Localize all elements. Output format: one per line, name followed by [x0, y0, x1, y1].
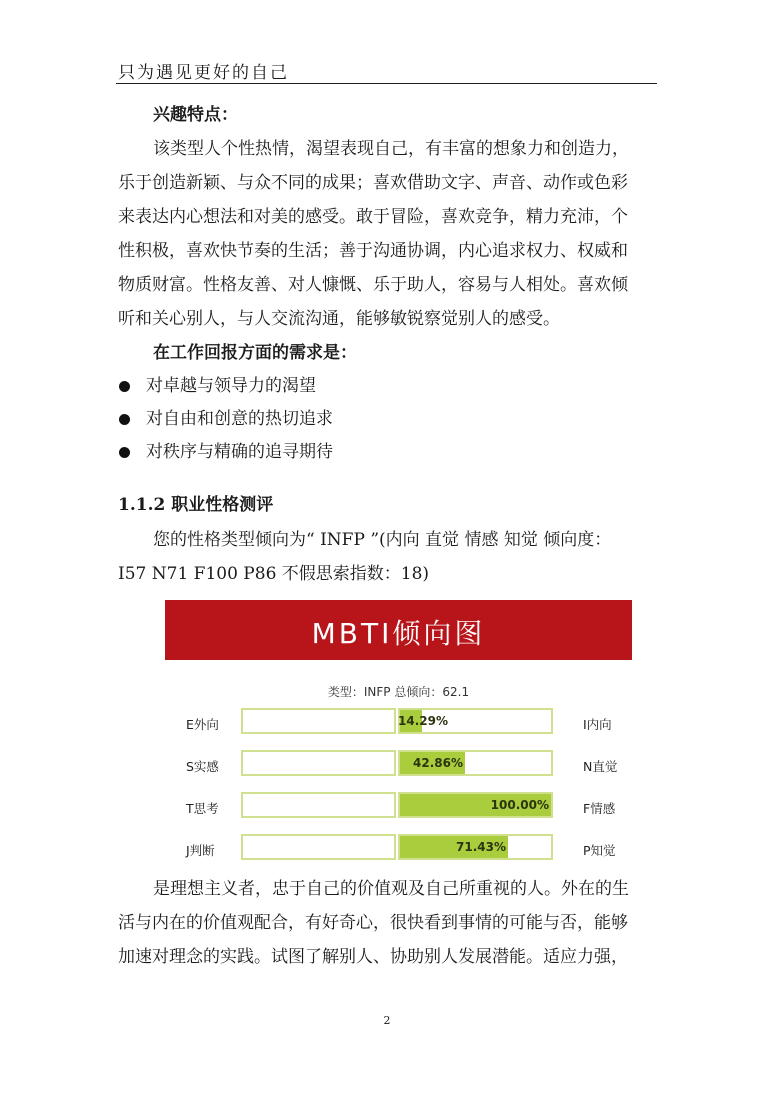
- left-track: [241, 792, 396, 818]
- header-divider: [116, 83, 657, 84]
- closing-line: 加速对理念的实践。试图了解别人、协助别人发展潜能。适应力强，: [118, 947, 628, 967]
- right-track: [398, 834, 553, 860]
- row-right-label: F情感: [583, 801, 616, 816]
- left-track: [241, 834, 396, 860]
- row-right-label: I内向: [583, 717, 612, 732]
- interest-line: 听和关心别人，与人交流沟通，能够敏锐察觉别人的感受。: [118, 309, 560, 329]
- section-title: 1.1.2 职业性格测评: [118, 495, 274, 515]
- bar-value-label: 71.43%: [456, 840, 506, 854]
- row-left-label: J判断: [186, 843, 215, 858]
- bar-value-label: 100.00%: [490, 798, 549, 812]
- bar-value-label: 42.86%: [413, 756, 463, 770]
- chart-title: MBTI倾向图: [311, 617, 486, 650]
- row-left-label: S实感: [186, 759, 219, 774]
- left-track: [241, 708, 396, 734]
- bullet-icon: [119, 447, 130, 458]
- right-track: [398, 750, 553, 776]
- page-number: 2: [383, 1014, 391, 1027]
- section-intro-line1: 您的性格类型倾向为“ INFP ”(内向 直觉 情感 知觉 倾向度：: [153, 530, 612, 550]
- bullet-icon: [119, 381, 130, 392]
- needs-item: 对卓越与领导力的渴望: [146, 376, 316, 396]
- needs-heading: 在工作回报方面的需求是：: [153, 343, 357, 363]
- row-left-label: E外向: [186, 717, 219, 732]
- chart-banner: [165, 600, 632, 660]
- interest-line: 来表达内心想法和对美的感受。敢于冒险，喜欢竞争，精力充沛，个: [118, 207, 628, 227]
- closing-line: 是理想主义者，忠于自己的价值观及自己所重视的人。外在的生: [153, 879, 629, 899]
- needs-item: 对秩序与精确的追寻期待: [146, 442, 333, 462]
- interest-line: 性积极，喜欢快节奏的生活；善于沟通协调，内心追求权力、权威和: [118, 241, 628, 261]
- right-track: [398, 792, 553, 818]
- section-intro-line2: I57 N71 F100 P86 不假思索指数：18): [118, 564, 430, 584]
- row-right-label: P知觉: [583, 843, 616, 858]
- interest-line: 乐于创造新颖、与众不同的成果；喜欢借助文字、声音、动作或色彩: [118, 173, 628, 193]
- bar-value-label: 14.29%: [398, 714, 448, 728]
- row-right-label: N直觉: [583, 759, 618, 774]
- row-left-label: T思考: [186, 801, 219, 816]
- interest-line: 该类型人个性热情，渴望表现自己，有丰富的想象力和创造力，: [153, 139, 629, 159]
- needs-item: 对自由和创意的热切追求: [146, 409, 333, 429]
- bullet-icon: [119, 414, 130, 425]
- interest-heading: 兴趣特点：: [153, 105, 238, 125]
- chart-summary: 类型：INFP 总倾向：62.1: [327, 685, 470, 699]
- header-title: 只为遇见更好的自己: [118, 63, 289, 83]
- left-track: [241, 750, 396, 776]
- closing-line: 活与内在的价值观配合，有好奇心，很快看到事情的可能与否，能够: [118, 913, 628, 933]
- interest-line: 物质财富。性格友善、对人慷慨、乐于助人，容易与人相处。喜欢倾: [118, 275, 628, 295]
- right-track: [398, 708, 553, 734]
